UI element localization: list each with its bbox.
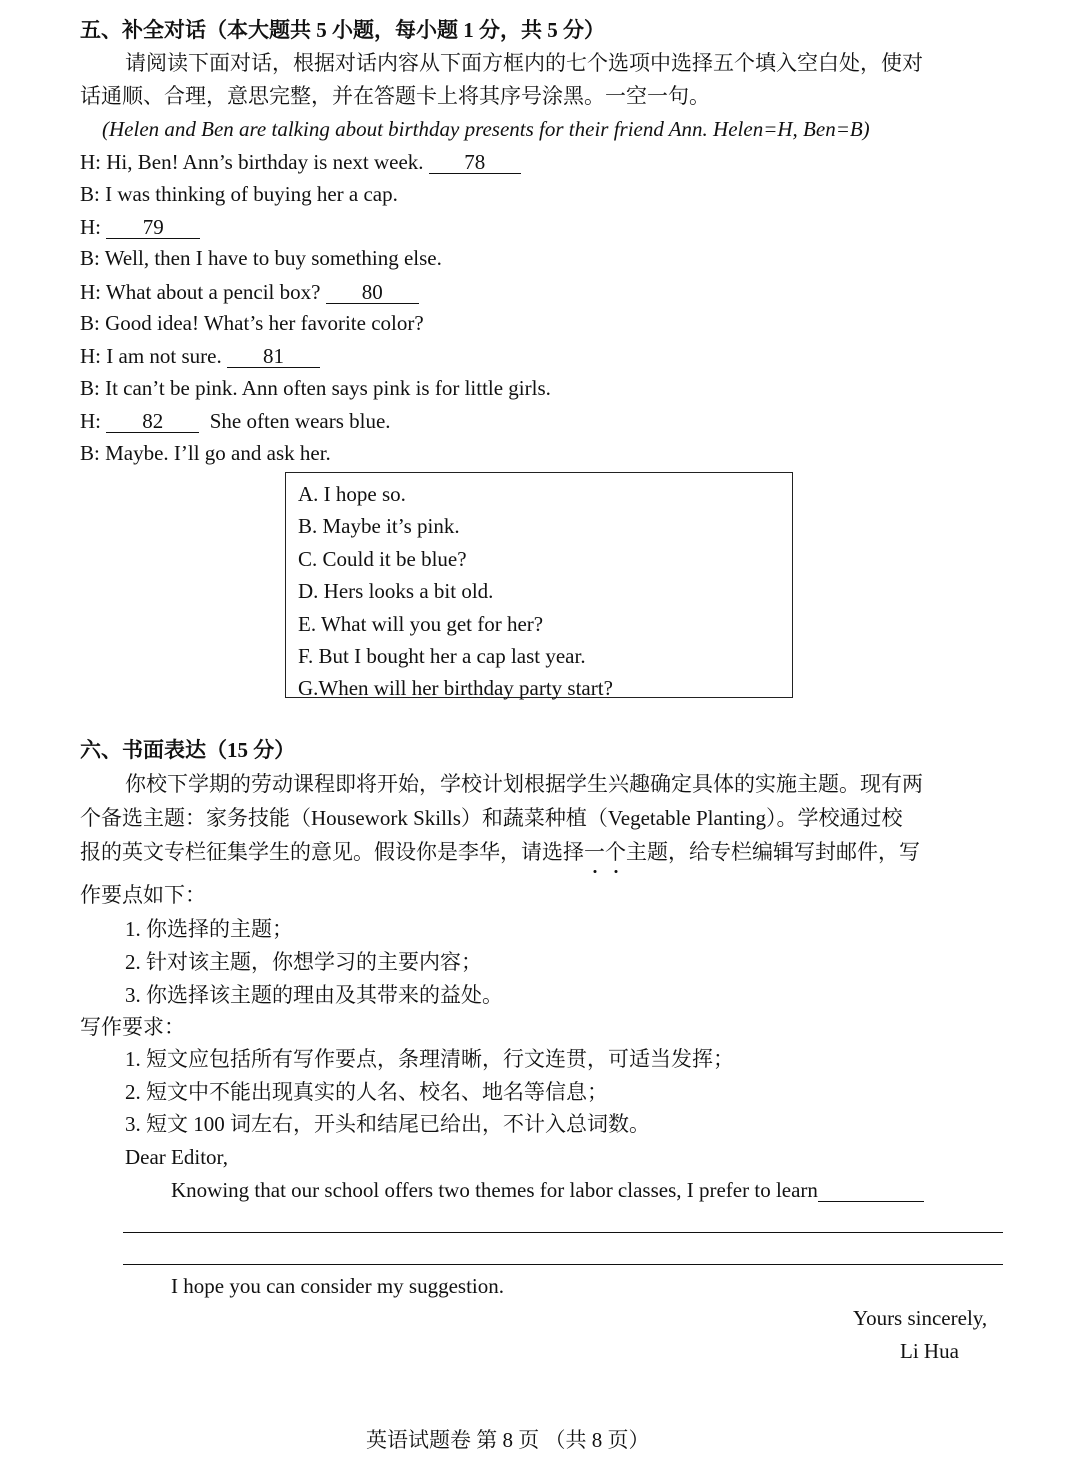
emphasis-char: 一 <box>584 840 605 864</box>
dialog-line: B: It can’t be pink. Ann often says pink is for little girls. <box>80 376 551 400</box>
option-g: G.When will her birthday party start? <box>298 676 613 700</box>
requirement-1: 1. 短文应包括所有写作要点，条理清晰，行文连贯，可适当发挥； <box>125 1047 734 1071</box>
section6-paragraph-line2: 个备选主题：家务技能（Housework Skills）和蔬菜种植（Vegetable Planting）。学校通过校 <box>80 806 903 830</box>
dialog-line: H: 82 She often wears blue. <box>80 409 391 433</box>
emphasis-char: 个 <box>605 840 626 864</box>
writing-line[interactable] <box>123 1232 1003 1233</box>
dialog-line: B: Well, then I have to buy something else. <box>80 246 442 270</box>
dialog-line: H: Hi, Ben! Ann’s birthday is next week. 78 <box>80 151 521 174</box>
page-footer: 英语试题卷 第 8 页 （共 8 页） <box>366 1428 650 1452</box>
letter-signature: Li Hua <box>900 1339 959 1363</box>
section6-heading: 六、书面表达（15 分） <box>80 738 296 762</box>
option-f: F. But I bought her a cap last year. <box>298 644 586 668</box>
section5-instruction-line2: 话通顺、合理，意思完整，并在答题卡上将其序号涂黑。一空一句。 <box>80 84 710 108</box>
section6-paragraph-line1: 你校下学期的劳动课程即将开始，学校计划根据学生兴趣确定具体的实施主题。现有两 <box>125 772 923 796</box>
writing-line[interactable] <box>123 1264 1003 1265</box>
letter-signoff: Yours sincerely, <box>853 1306 988 1330</box>
dialog-line: B: I was thinking of buying her a cap. <box>80 182 398 206</box>
dialog-line: H: I am not sure. 81 <box>80 345 320 368</box>
requirement-2: 2. 短文中不能出现真实的人名、校名、地名等信息； <box>125 1080 608 1104</box>
options-box <box>285 472 793 698</box>
answer-blank-81[interactable]: 81 <box>227 345 320 368</box>
option-b: B. Maybe it’s pink. <box>298 514 460 538</box>
writing-blank[interactable] <box>818 1179 924 1202</box>
letter-closing: I hope you can consider my suggestion. <box>171 1274 505 1298</box>
letter-opening: Knowing that our school offers two themes for labor classes, I prefer to learn <box>171 1179 924 1202</box>
answer-blank-82[interactable]: 82 <box>106 410 199 433</box>
option-e: E. What will you get for her? <box>298 612 544 636</box>
requirement-3: 3. 短文 100 词左右，开头和结尾已给出，不计入总词数。 <box>125 1112 650 1136</box>
section5-heading: 五、补全对话（本大题共 5 小题，每小题 1 分，共 5 分） <box>80 18 605 42</box>
section6-paragraph-line4: 作要点如下： <box>80 883 206 907</box>
writing-point-1: 1. 你选择的主题； <box>125 917 293 941</box>
option-c: C. Could it be blue? <box>298 547 467 571</box>
letter-greeting: Dear Editor, <box>125 1145 228 1169</box>
dialog-context: (Helen and Ben are talking about birthday presents for their friend Ann. Helen=H, Ben=B) <box>102 117 870 141</box>
dialog-line: H: 79 <box>80 216 200 239</box>
answer-blank-80[interactable]: 80 <box>326 281 419 304</box>
dialog-line: B: Good idea! What’s her favorite color? <box>80 311 424 335</box>
dialog-line: B: Maybe. I’ll go and ask her. <box>80 441 331 465</box>
requirements-heading: 写作要求： <box>80 1015 185 1039</box>
section6-paragraph-line3: 报的英文专栏征集学生的意见。假设你是李华，请选择一个主题，给专栏编辑写封邮件，写 <box>80 840 920 864</box>
answer-blank-78[interactable]: 78 <box>429 151 521 174</box>
option-d: D. Hers looks a bit old. <box>298 579 494 603</box>
dialog-line: H: What about a pencil box? 80 <box>80 281 419 304</box>
writing-point-2: 2. 针对该主题，你想学习的主要内容； <box>125 950 482 974</box>
section5-instruction-line1: 请阅读下面对话，根据对话内容从下面方框内的七个选项中选择五个填入空白处，使对 <box>125 51 923 75</box>
answer-blank-79[interactable]: 79 <box>106 216 200 239</box>
writing-point-3: 3. 你选择该主题的理由及其带来的益处。 <box>125 983 503 1007</box>
option-a: A. I hope so. <box>298 482 406 506</box>
